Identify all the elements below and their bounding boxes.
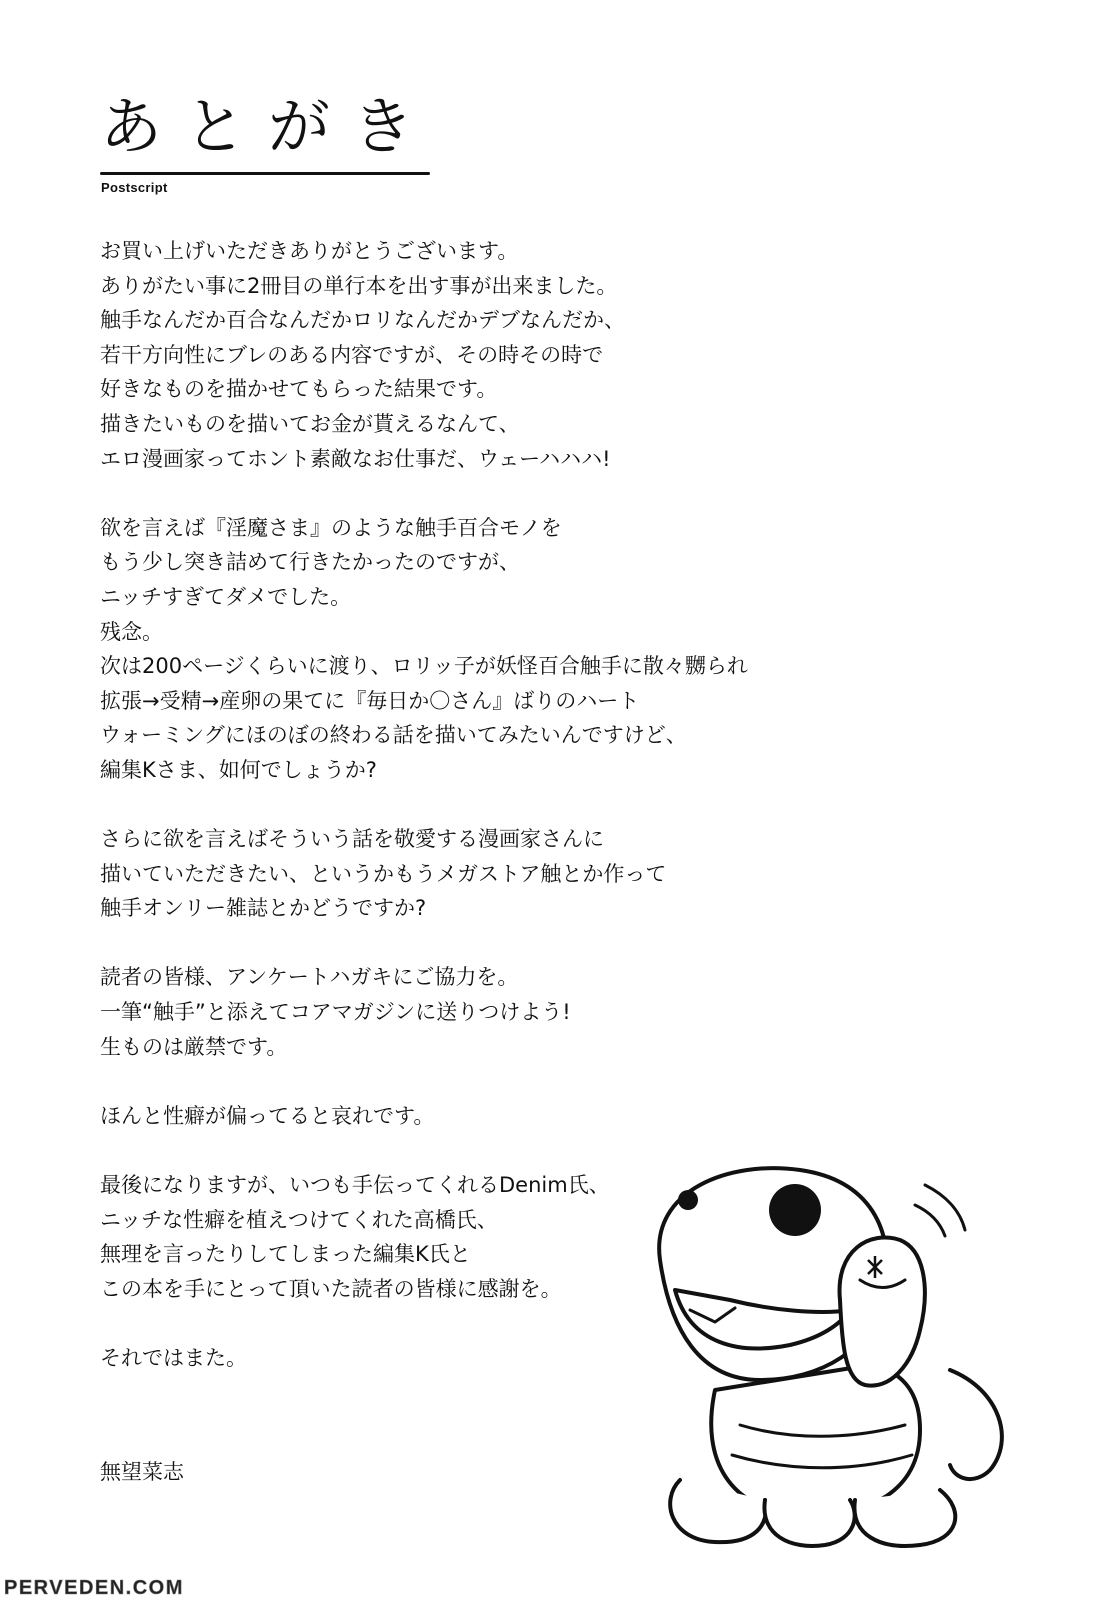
text-line: 編集Kさま、如何でしょうか? (100, 757, 377, 782)
paragraph-gap (100, 476, 820, 511)
text-line: ほんと性癖が偏ってると哀れです。 (100, 1103, 435, 1128)
text-line: エロ漫画家ってホント素敵なお仕事だ、ウェーハハハ! (100, 446, 611, 471)
text-line: それではまた。 (100, 1346, 247, 1370)
paragraph-gap (100, 926, 820, 961)
text-line: 拡張→受精→産卵の果てに『毎日か〇さん』ばりのハート (100, 688, 640, 713)
text-line: 読者の皆様、アンケートハガキにご協力を。 (100, 965, 519, 990)
text-line: 触手なんだか百合なんだかロリなんだかデブなんだか、 (100, 308, 625, 333)
text-line: 一筆“触手”と添えてコアマガジンに送りつけよう! (100, 1000, 571, 1025)
watermark-logo (0, 1574, 230, 1600)
text-line: 好きなものを描かせてもらった結果です。 (100, 377, 498, 402)
text-line: 無理を言ったりしてしまった編集K氏と (100, 1242, 471, 1267)
paragraph-5 (100, 1099, 820, 1134)
text-line: 次は200ページくらいに渡り、ロリッ子が妖怪百合触手に散々嬲られ (100, 654, 748, 679)
page-subtitle: Postscript (101, 180, 168, 195)
text-line: 描いていただきたい、というかもうメガストア触とか作って (100, 861, 667, 886)
text-line: ありがたい事に2冊目の単行本を出す事が出来ました。 (100, 273, 618, 298)
text-line: 描きたいものを描いてお金が貰えるなんて、 (100, 411, 520, 436)
paragraph-1 (100, 234, 820, 476)
text-line: 最後になりますが、いつも手伝ってくれるDenim氏、 (100, 1173, 610, 1198)
paragraph-4 (100, 960, 820, 1064)
text-line: さらに欲を言えばそういう話を敬愛する漫画家さんに (100, 827, 604, 852)
text-line: ニッチすぎてダメでした。 (100, 584, 352, 609)
title-underline (100, 172, 430, 175)
text-line: この本を手にとって頂いた読者の皆様に感謝を。 (100, 1276, 562, 1301)
text-line: 触手オンリー雑誌とかどうですか? (100, 896, 427, 921)
paragraph-3 (100, 822, 820, 926)
text-line: ニッチな性癖を植えつけてくれた高橋氏、 (100, 1207, 498, 1232)
text-line: 残念。 (100, 619, 163, 644)
page-title: あとがき (100, 90, 437, 163)
text-line: 欲を言えば『淫魔さま』のような触手百合モノを (100, 515, 562, 540)
text-line: お買い上げいただきありがとうございます。 (100, 239, 519, 263)
paragraph-gap (100, 788, 820, 823)
paragraph-2 (100, 511, 820, 788)
paragraph-gap (100, 1064, 820, 1099)
watermark-text: PERVEDEN.COM (4, 1577, 184, 1599)
author-signature: 無望菜志 (100, 1460, 184, 1484)
text-line: 生ものは厳禁です。 (100, 1034, 288, 1059)
mascot-eye-icon (769, 1184, 821, 1236)
text-line: もう少し突き詰めて行きたかったのですが、 (100, 550, 520, 575)
mascot-illustration (620, 1140, 1040, 1560)
text-line: ウォーミングにほのぼの終わる話を描いてみたいんですけど、 (100, 723, 687, 748)
text-line: 若干方向性にブレのある内容ですが、その時その時で (100, 342, 604, 367)
